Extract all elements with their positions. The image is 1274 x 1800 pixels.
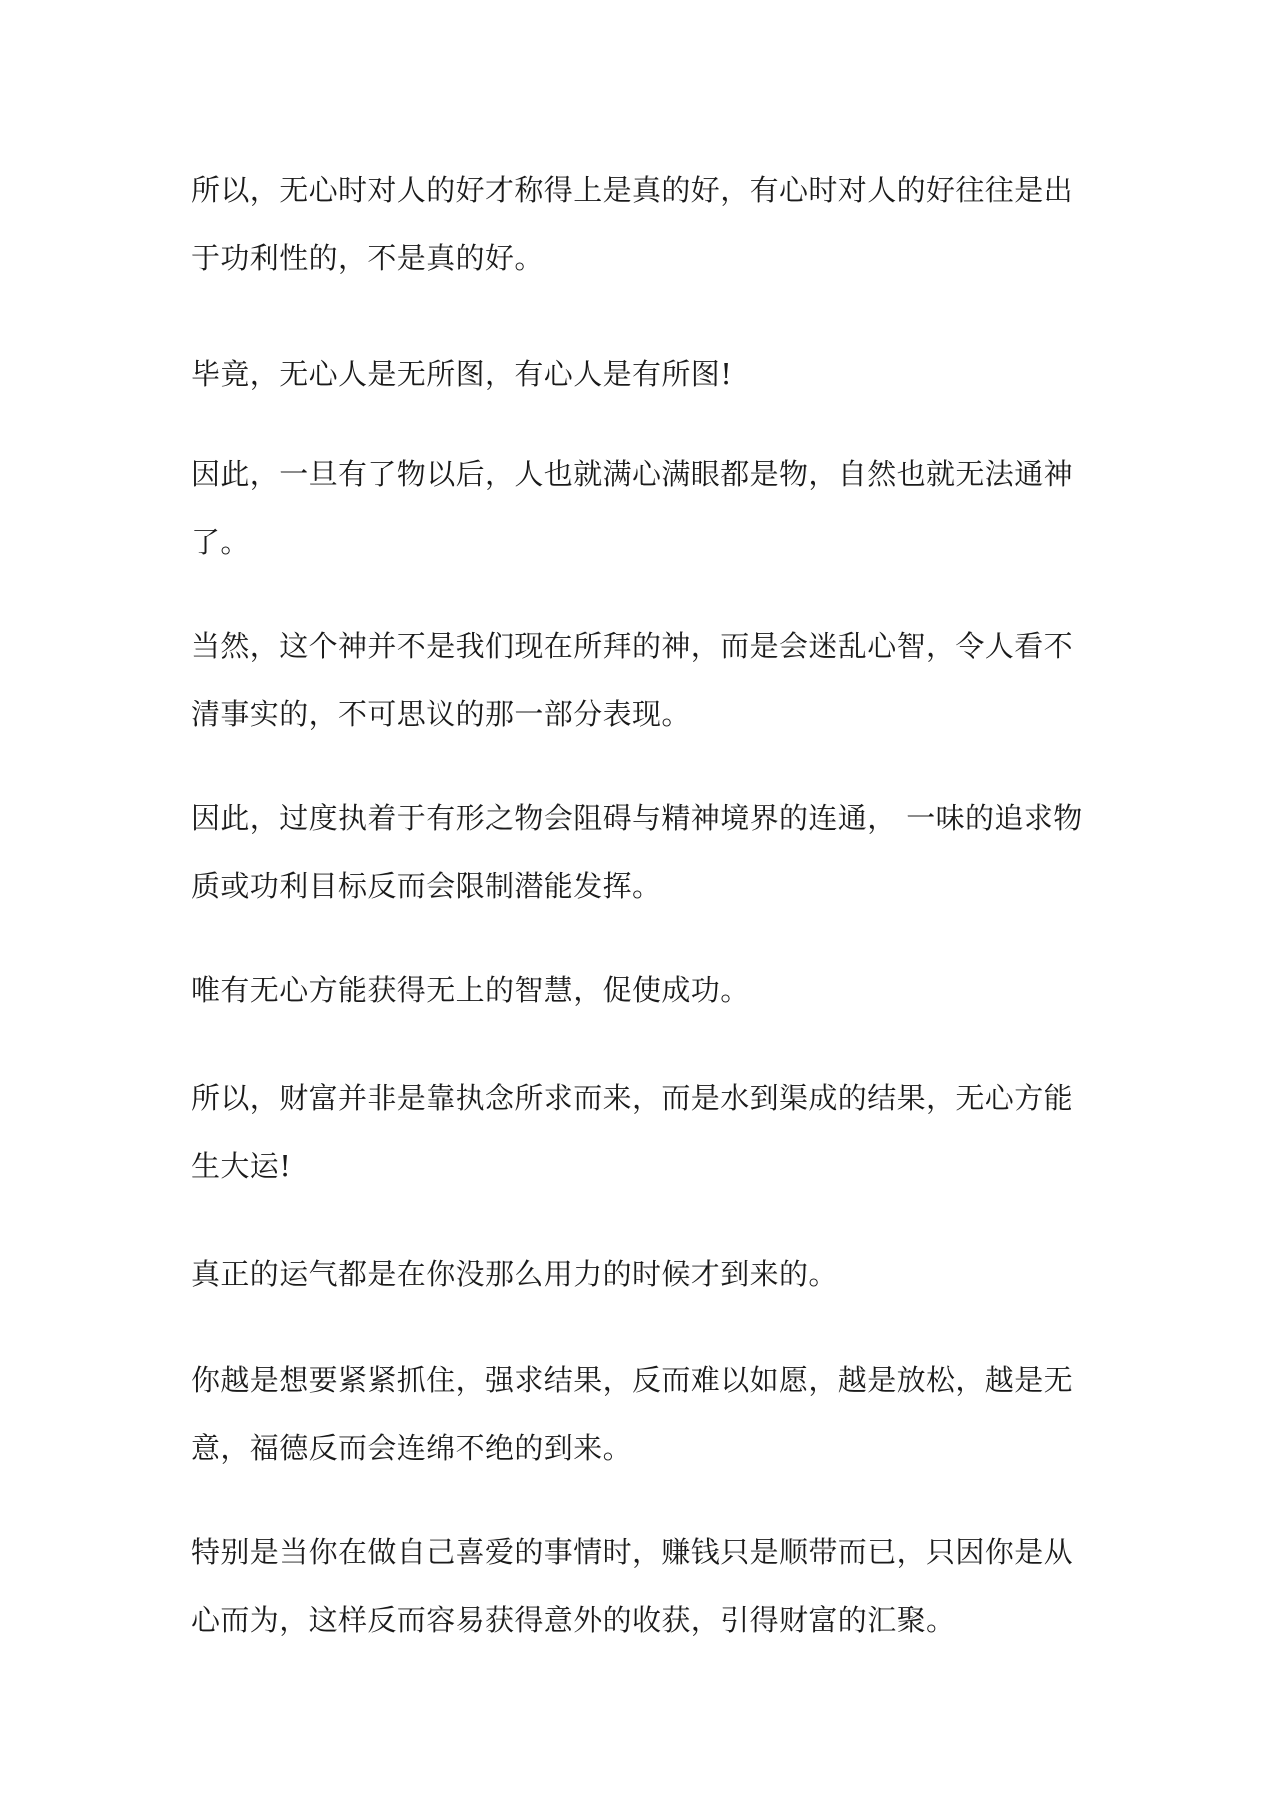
paragraph-line: 生大运! — [191, 1149, 292, 1183]
paragraph-line: 特别是当你在做自己喜爱的事情时，赚钱只是顺带而已，只因你是从 — [191, 1535, 1074, 1569]
paragraph-line: 清事实的，不可思议的那一部分表现。 — [191, 697, 691, 731]
paragraph-8 — [191, 1240, 1091, 1308]
paragraph-line: 因此，一旦有了物以后，人也就满心满眼都是物，自然也就无法通神 — [191, 457, 1074, 491]
paragraph-line: 意，福德反而会连绵不绝的到来。 — [191, 1431, 633, 1465]
paragraph-9 — [191, 1346, 1091, 1482]
paragraph-line: 毕竟，无心人是无所图，有心人是有所图! — [191, 357, 733, 391]
paragraph-4 — [191, 612, 1091, 748]
paragraph-line: 因此，过度执着于有形之物会阻碍与精神境界的连通， 一味的追求物 — [191, 801, 1083, 835]
paragraph-line: 于功利性的，不是真的好。 — [191, 241, 544, 275]
paragraph-1 — [191, 156, 1091, 292]
paragraph-line: 唯有无心方能获得无上的智慧，促使成功。 — [191, 973, 750, 1007]
paragraph-10 — [191, 1518, 1091, 1654]
paragraph-line: 所以，财富并非是靠执念所求而来，而是水到渠成的结果，无心方能 — [191, 1081, 1074, 1115]
paragraph-line: 你越是想要紧紧抓住，强求结果，反而难以如愿，越是放松，越是无 — [191, 1363, 1074, 1397]
paragraph-line: 质或功利目标反而会限制潜能发挥。 — [191, 869, 662, 903]
paragraph-3 — [191, 440, 1091, 576]
paragraph-line: 心而为，这样反而容易获得意外的收获，引得财富的汇聚。 — [191, 1603, 956, 1637]
paragraph-line: 真正的运气都是在你没那么用力的时候才到来的。 — [191, 1257, 838, 1291]
paragraph-line: 所以，无心时对人的好才称得上是真的好，有心时对人的好往往是出 — [191, 173, 1074, 207]
paragraph-6 — [191, 956, 1091, 1024]
paragraph-2 — [191, 340, 1091, 408]
paragraph-line: 当然，这个神并不是我们现在所拜的神，而是会迷乱心智，令人看不 — [191, 629, 1074, 663]
paragraph-5 — [191, 784, 1091, 920]
paragraph-line: 了。 — [191, 525, 250, 559]
paragraph-7 — [191, 1064, 1091, 1200]
